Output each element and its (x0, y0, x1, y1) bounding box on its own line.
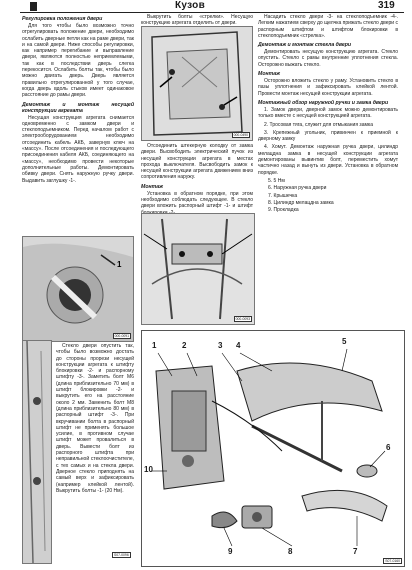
figure-exploded-lock-handle (141, 330, 405, 567)
paragraph: Демонтировать несущую конструкцию агрегата. Стекло опустить. Стекло с рамы внутренние уплотнения стекла. Осторожно выжать стекло. (258, 49, 398, 68)
heading-glass-removal: Демонтаж и монтаж стекла двери (258, 42, 352, 49)
callout-2: 2 (182, 341, 187, 350)
list-item: 4. Хомут. Демонтаж наружная ручка двери, цилиндр мелацдна замка в несущей конструкции агрегата демонтированы вывинтив болт, переместить хомут частично назад и вынуть из двери. Установка в обратном порядке. (258, 144, 398, 176)
heading-handle-overview: Монтажный обзор наружной ручки и замка двери (258, 99, 389, 106)
heading-door-adjustment: Регулировка положения двери (22, 16, 103, 22)
list-item: 3. Крепежный угольник, привинчен к приемной к дверному замку (258, 129, 398, 143)
page-header (0, 0, 412, 13)
figure-code: 000-0093 (235, 316, 250, 321)
heading-removal-carrier: Демонтаж и монтаж несущей конструкции агрегата (22, 101, 134, 114)
figure-code: 000-0091 (114, 333, 129, 338)
paragraph: Насадить стекло двери -3- на стеклоподъемник -4-. Легким нажатием сверху до щелчка прижать стекло двери с распорным штифтом и штифтом блокировки в стеклоподъемник «стрелка». (258, 14, 398, 39)
heading-mounting: Монтаж (258, 71, 280, 78)
list-item: 1. Замок двери, дверной замок можно демонтировать только вместе с несущей конструкцией агрегата. (258, 106, 398, 120)
list-item: 8. Цилиндр мелацдна замка (268, 199, 334, 206)
callout-1: 1 (152, 341, 157, 350)
paragraph: Отсоединить штекерную колодку от замка двери. Высвободить электрический пучок из несущей конструкции агрегата в местах прохода выключателя. Высвободить замок к несущей конструкции агрегата движением вниз сопротивления наружу. (141, 143, 253, 181)
paragraph: Для того чтобы было возможно точно отрегулировать положение двери, необходимо ослабить дверные петли как на раме двери, так и на самой двери. Ниже способы регулировки, как например перегибание и выправление двери, являются полностью неприемлемыми, так как в последствии дверь слегка перекосится. Ослабить болты так, чтобы было можно двигать дверь. Дверь является правильно отрегулированной у того случае, когда дверь вдоль стыков имеет одинаковое расстояние до рамы двери. (22, 23, 134, 99)
list-item: 2. Тросовая тяга, служит для отмыкания замка (264, 121, 374, 128)
callout-8: 8 (288, 547, 293, 556)
paragraph: Осторожно вложить стекло у раму. Установить стекло в пазы уплотнения и зафиксировать клейкой лентой. Провести монтаж несущей конструкции агрегата. (258, 78, 398, 97)
figure-door-frame (141, 26, 253, 141)
callout-5: 5 (342, 337, 347, 346)
paragraph: Выкрутить болты «стрелки». Несущую конструкцию агрегата отделить от двери. (141, 14, 253, 27)
callout-4: 4 (236, 341, 241, 350)
figure-door-interior (22, 340, 52, 564)
column-1-bottom (56, 343, 134, 496)
callout-10: 10 (144, 465, 153, 474)
paragraph: Несущая конструкция агрегата снимается одновременно с замком двери и стеклоподъемником. Перед началом работ с электрооборудованием необходимо отсоединить кабель АКБ, завернув ключ на «массу». После отсоединения и последующего присоединения кабеля АКБ, соединяющего на «массу», необходимо провести некоторые дополнительные работы. Демонтировать обивку двери. Снять наружную ручку двери. Выдавить заглушку -1-. (22, 114, 134, 184)
column-2-middle (141, 143, 253, 218)
figure-code: S07-0096 (114, 553, 129, 557)
column-2-top (141, 14, 253, 27)
figure-code: S07-0160 (385, 558, 400, 563)
numbered-list (258, 107, 398, 176)
parts-list (258, 178, 398, 213)
callout-7: 7 (353, 547, 358, 556)
list-item: 6. Наружная ручка двери (268, 185, 327, 192)
section-tab-marker (30, 2, 37, 11)
paragraph: Установка в обратном порядке, при этом необходимо соблюдать следующее. В стекло двери вложить распорный штифт -1- и штифт (141, 190, 253, 210)
svg-text:1: 1 (117, 260, 122, 269)
list-item: 5. 5 Нм (268, 177, 285, 184)
figure-window-regulator (141, 213, 255, 325)
list-item: 7. Крышечка (268, 192, 298, 199)
heading-mounting: Монтаж (141, 183, 163, 190)
column-3 (258, 14, 398, 214)
figure-door-plug (22, 236, 134, 342)
callout-6: 6 (386, 443, 391, 452)
callout-3: 3 (218, 341, 223, 350)
column-1-top (22, 13, 134, 186)
list-item: 9. Прокладка (268, 207, 299, 214)
callout-9: 9 (228, 547, 233, 556)
page-number: 319 (378, 0, 395, 11)
figure-code: 000-0490 (233, 132, 248, 137)
paragraph: Стекло двери опустить так, чтобы было возможно достать до стороны прорези несущей конструкции агрегата к штифту блокировки -2- и распорному штифту -3-. Заметить болт М6 (длина приблизительно 70 мм) в штифт блокировки -2- и выкрутить его на расстояние около 2 мм. Заменить болт М8 (длина приблизительно 80 мм) в распорный штифт -3-. При вкручивании болта в распорный штифт не применять большое усилие, в противном случае штифт может провалиться в дверь. Вывести болт из распорного штифта при неправильной стеклоочистителе, с тех самых и на стекла двери. Дверное стекло приподнять на самый верх и зафиксировать (например клейкой лентой). Выкрутить болты -1- (20 Нм). (56, 343, 134, 494)
section-title: Кузов (175, 0, 206, 11)
